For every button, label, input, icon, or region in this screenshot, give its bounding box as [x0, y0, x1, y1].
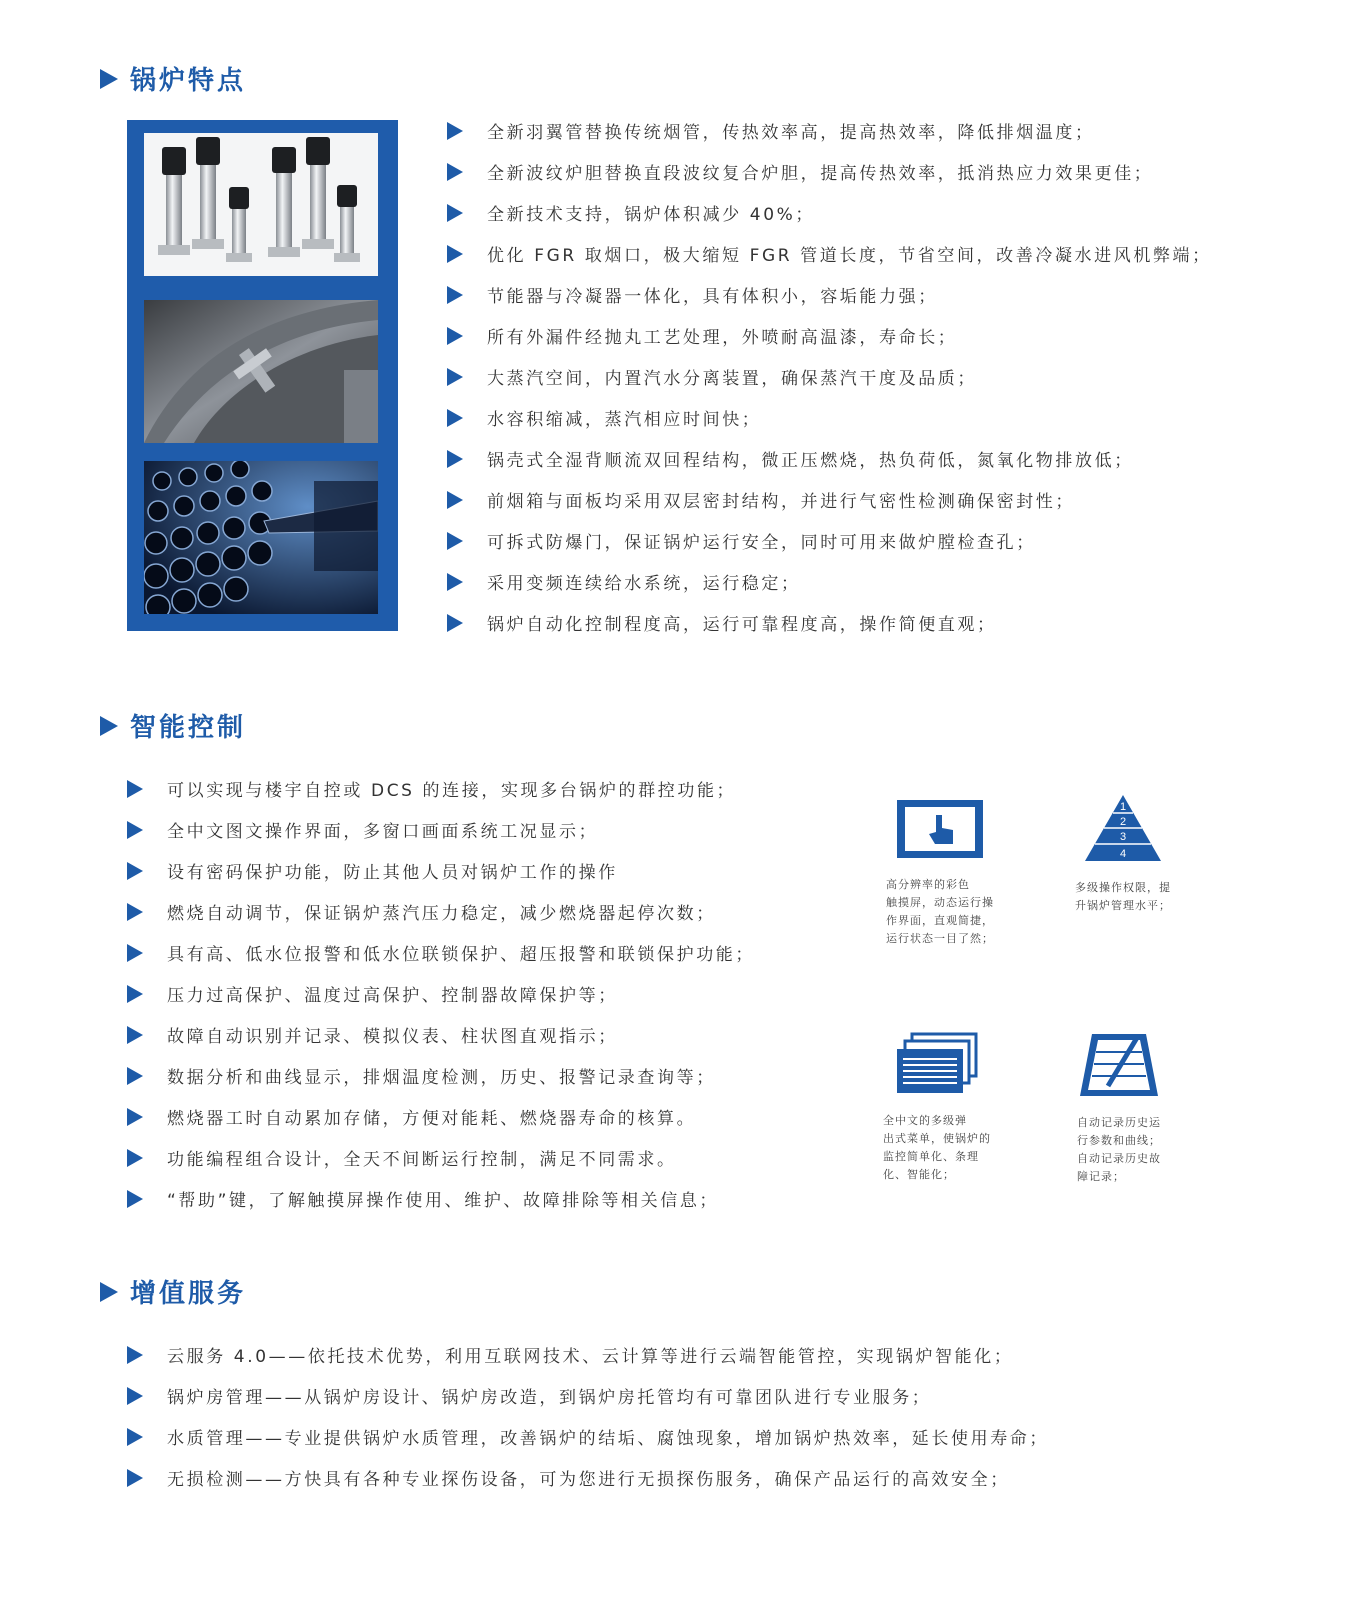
- tube-sheet-photo: [144, 461, 378, 614]
- section-arrow-icon: [100, 716, 118, 736]
- photo-panel: [127, 120, 398, 631]
- icon-caption: 多级操作权限，提 升锅炉管理水平；: [1075, 881, 1171, 912]
- control-list: [127, 768, 755, 1219]
- list-item: 无损检测——方快具有各种专业探伤设备，可为您进行无损探伤服务，确保产品运行的高效安全；: [127, 1457, 1049, 1498]
- features-list: [447, 110, 1212, 643]
- list-item: 所有外漏件经抛丸工艺处理，外喷耐高温漆，寿命长；: [447, 315, 1212, 356]
- list-item: “帮助”键，了解触摸屏操作使用、维护、故障排除等相关信息；: [127, 1178, 755, 1219]
- list-item: 锅炉房管理——从锅炉房设计、锅炉房改造，到锅炉房托管均有可靠团队进行专业服务；: [127, 1375, 1049, 1416]
- list-item: 故障自动识别并记录、模拟仪表、柱状图直观指示；: [127, 1014, 755, 1055]
- record-chart-icon: [1074, 1030, 1164, 1098]
- feature-records: [1044, 1030, 1194, 1186]
- list-item: 锅炉自动化控制程度高，运行可靠程度高，操作简便直观；: [447, 602, 1212, 643]
- feature-permissions: [1048, 793, 1198, 915]
- list-item: 设有密码保护功能，防止其他人员对锅炉工作的操作: [127, 850, 755, 891]
- list-item: 可拆式防爆门，保证锅炉运行安全，同时可用来做炉膛检查孔；: [447, 520, 1212, 561]
- pyramid-level-3: 3: [1119, 831, 1127, 843]
- list-item: 功能编程组合设计，全天不间断运行控制，满足不同需求。: [127, 1137, 755, 1178]
- feature-touchscreen: [865, 798, 1015, 948]
- pyramid-level-4: 4: [1119, 848, 1127, 860]
- list-item: 优化 FGR 取烟口，极大缩短 FGR 管道长度，节省空间，改善冷凝水进风机弊端；: [447, 233, 1212, 274]
- list-item: 大蒸汽空间，内置汽水分离装置，确保蒸汽干度及品质；: [447, 356, 1212, 397]
- list-item: 燃烧自动调节，保证锅炉蒸汽压力稳定，减少燃烧器起停次数；: [127, 891, 755, 932]
- section-title-service: [100, 1273, 246, 1310]
- list-item: 全新羽翼管替换传统烟管，传热效率高，提高热效率，降低排烟温度；: [447, 110, 1212, 151]
- icon-caption: 高分辨率的彩色 触摸屏，动态运行操 作界面，直观简捷， 运行状态一目了然；: [886, 878, 994, 945]
- list-item: 可以实现与楼宇自控或 DCS 的连接，实现多台锅炉的群控功能；: [127, 768, 755, 809]
- list-item: 水质管理——专业提供锅炉水质管理，改善锅炉的结垢、腐蚀现象，增加锅炉热效率，延长使用寿命；: [127, 1416, 1049, 1457]
- icon-caption: 全中文的多级弹 出式菜单，使锅炉的 监控简单化、条理 化、智能化；: [883, 1114, 991, 1181]
- section-title-features: [100, 60, 246, 97]
- list-item: 全新技术支持，锅炉体积减少 40%；: [447, 192, 1212, 233]
- pyramid-icon: [1083, 793, 1163, 863]
- list-item: 云服务 4.0——依托技术优势，利用互联网技术、云计算等进行云端智能管控，实现锅炉智能化；: [127, 1334, 1049, 1375]
- list-item: 数据分析和曲线显示，排烟温度检测，历史、报警记录查询等；: [127, 1055, 755, 1096]
- section-title-text: 锅炉特点: [130, 66, 247, 96]
- pyramid-level-1: 1: [1119, 801, 1127, 813]
- list-item: 具有高、低水位报警和低水位联锁保护、超压报警和联锁保护功能；: [127, 932, 755, 973]
- list-item: 锅壳式全湿背顺流双回程结构，微正压燃烧，热负荷低，氮氧化物排放低；: [447, 438, 1212, 479]
- section-arrow-icon: [100, 69, 118, 89]
- section-arrow-icon: [100, 1282, 118, 1302]
- section-title-text: 增值服务: [130, 1279, 247, 1309]
- feature-menus: [862, 1032, 1012, 1184]
- list-item: 前烟箱与面板均采用双层密封结构，并进行气密性检测确保密封性；: [447, 479, 1212, 520]
- pump-photo: [144, 133, 378, 276]
- list-item: 节能器与冷凝器一体化，具有体积小，容垢能力强；: [447, 274, 1212, 315]
- list-item: 燃烧器工时自动累加存储，方便对能耗、燃烧器寿命的核算。: [127, 1096, 755, 1137]
- list-item: 全中文图文操作界面，多窗口画面系统工况显示；: [127, 809, 755, 850]
- section-title-text: 智能控制: [130, 713, 247, 743]
- list-item: 压力过高保护、温度过高保护、控制器故障保护等；: [127, 973, 755, 1014]
- furnace-photo: [144, 300, 378, 443]
- service-list: [127, 1334, 1049, 1498]
- menu-windows-icon: [892, 1032, 982, 1096]
- section-title-control: [100, 707, 246, 744]
- list-item: 采用变频连续给水系统，运行稳定；: [447, 561, 1212, 602]
- icon-caption: 自动记录历史运 行参数和曲线； 自动记录历史故 障记录；: [1077, 1116, 1161, 1183]
- touchscreen-icon: [895, 798, 985, 860]
- list-item: 水容积缩减，蒸汽相应时间快；: [447, 397, 1212, 438]
- list-item: 全新波纹炉胆替换直段波纹复合炉胆，提高传热效率，抵消热应力效果更佳；: [447, 151, 1212, 192]
- pyramid-level-2: 2: [1119, 816, 1127, 828]
